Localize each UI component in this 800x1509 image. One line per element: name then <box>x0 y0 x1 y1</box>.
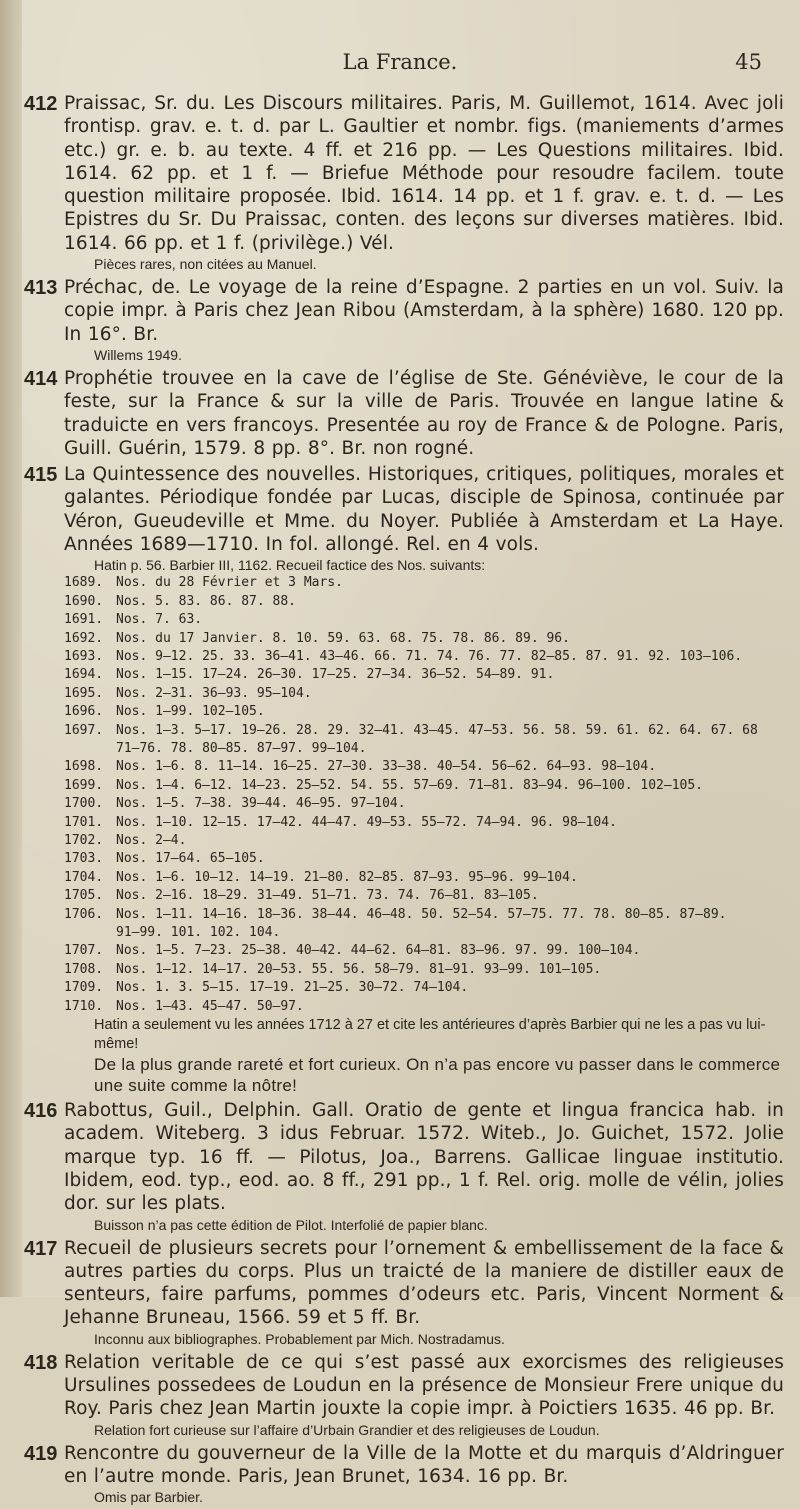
issue-year: 1708. <box>64 961 104 977</box>
entry-number: 419 <box>24 1442 58 1465</box>
issue-row <box>64 758 784 776</box>
entry-416 <box>24 1099 784 1233</box>
issue-row <box>64 979 784 997</box>
issue-numbers: Nos. 2—31. 36—93. 95—104. <box>116 685 312 701</box>
issue-numbers: Nos. du 28 Février et 3 Mars. <box>116 575 343 591</box>
entry-note-rarity: De la plus grande rareté et fort curieux. On n’a pas encore vu passer dans le commerce une suite comme la nôtre! <box>94 1055 781 1096</box>
issue-numbers: 71—76. 78. 80—85. 87—97. 99—104. <box>116 741 367 756</box>
issue-row <box>64 740 784 758</box>
issue-numbers: Nos. 1—12. 14—17. 20—53. 55. 56. 58—79. 81—91. 93—99. 101—105. <box>116 961 602 977</box>
entry-text: Prophétie trouvee en la cave de l’église de Ste. Généviève, le cour de la feste, sur la France & sur la ville de Paris. Trouvée en langue latine & traduicte en vers francoys. Presentée au roy de France & de Pologne. Paris, Guill. Guérin, 1579. 8 pp. 8°. Br. non rogné. <box>64 367 784 459</box>
issue-row <box>64 795 784 813</box>
issue-row <box>64 942 784 960</box>
issue-year: 1694. <box>64 667 104 683</box>
entry-418 <box>24 1351 784 1439</box>
issue-numbers: Nos. 1—11. 14—16. 18—36. 38—44. 46—48. 50. 52—54. 57—75. 77. 78. 80—85. 87—89. <box>116 906 727 922</box>
issue-numbers: Nos. 1—6. 10—12. 14—19. 21—80. 82—85. 87—93. 95—96. 99—104. <box>116 869 578 885</box>
entry-note: Buisson n’a pas cette édition de Pilot. Interfolié de papier blanc. <box>94 1216 488 1233</box>
running-title: La France. <box>342 50 458 74</box>
issue-numbers: Nos. 1—4. 6—12. 14—23. 25—52. 54. 55. 57—69. 71—81. 83—94. 96—100. 102—105. <box>116 777 703 793</box>
entry-number: 414 <box>24 367 58 390</box>
issue-numbers: Nos. 1—5. 7—38. 39—44. 46—95. 97—104. <box>116 796 406 812</box>
entry-text: Rencontre du gouverneur de la Ville de la Motte et du marquis d’Aldringuer en l’autre monde. Paris, Jean Brunet, 1634. 16 pp. Br. <box>64 1442 784 1487</box>
issue-numbers: Nos. 1. 3. 5—15. 17—19. 21—25. 30—72. 74—104. <box>116 980 469 996</box>
issue-row <box>64 685 784 703</box>
issue-row <box>64 887 784 905</box>
page-edge <box>0 0 22 1297</box>
entry-note: Inconnu aux bibliographes. Probablement par Mich. Nostradamus. <box>94 1330 505 1347</box>
issue-row <box>64 850 784 868</box>
issue-numbers: Nos. 17—64. 65—105. <box>116 851 265 867</box>
issue-year: 1701. <box>64 814 104 830</box>
issue-numbers: Nos. 1—99. 102—105. <box>116 704 265 720</box>
entry-intro: Hatin p. 56. Barbier III, 1162. Recueil factice des Nos. suivants: <box>94 557 486 574</box>
issue-year: 1690. <box>64 593 104 609</box>
issue-year: 1695. <box>64 685 104 701</box>
issue-row <box>64 630 784 648</box>
issue-year: 1693. <box>64 648 104 664</box>
issue-year: 1707. <box>64 943 104 959</box>
entry-text: Préchac, de. Le voyage de la reine d’Espagne. 2 parties en un vol. Suiv. la copie impr. à Paris chez Jean Ribou (Amsterdam, à la sphère) 1680. 120 pp. In 16°. Br. <box>64 277 784 345</box>
entry-number: 417 <box>24 1237 58 1260</box>
catalogue-entries <box>24 92 784 1509</box>
issue-numbers: 91—99. 101. 102. 104. <box>116 925 281 941</box>
entry-419 <box>24 1442 784 1507</box>
issue-row <box>64 924 784 942</box>
issue-row <box>64 832 784 850</box>
issue-numbers: Nos. 1—43. 45—47. 50—97. <box>116 998 304 1014</box>
issue-year: 1709. <box>64 980 104 996</box>
issue-year: 1702. <box>64 833 104 849</box>
issue-year: 1699. <box>64 777 104 793</box>
entry-text: Relation veritable de ce qui s’est passé aux exorcismes des religieuses Ursulines possedees de Loudun en la présence de Monsieur Frere unique du Roy. Paris chez Jean Martin jouxte la copie impr. à Poictiers 1635. 46 pp. Br. <box>64 1351 784 1420</box>
issue-year: 1704. <box>64 869 104 885</box>
issue-row <box>64 666 784 684</box>
entry-note: Hatin a seulement vu les années 1712 à 27 et cite les antérieures d’après Barbier qui ne les a pas vu lui-même! <box>94 1017 766 1053</box>
entry-number: 412 <box>24 93 58 115</box>
issue-numbers: Nos. 7. 63. <box>116 612 203 628</box>
entry-text: La Quintessence des nouvelles. Historiques, critiques, politiques, morales et galantes. Périodique fondée par Lucas, disciple de Spinosa, continuée par Véron, Gueudeville et Mme. du Noyer. Publiée à Amsterdam et La Haye. Années 1689—1710. In fol. allongé. Rel. en 4 vols. <box>64 464 784 556</box>
issue-year: 1697. <box>64 722 104 738</box>
issue-numbers: Nos. du 17 Janvier. 8. 10. 59. 63. 68. 75. 78. 86. 89. 96. <box>116 630 570 646</box>
issue-row <box>64 648 784 666</box>
issue-row <box>64 906 784 924</box>
issue-year: 1696. <box>64 704 104 720</box>
issue-row <box>64 869 784 887</box>
issue-row <box>64 998 784 1016</box>
entry-note: Relation fort curieuse sur l’affaire d’Urbain Grandier et des religieuses de Loudun. <box>94 1421 600 1438</box>
entry-note: Omis par Barbier. <box>94 1489 203 1506</box>
issue-numbers: Nos. 1—15. 17—24. 26—30. 17—25. 27—34. 36—52. 54—89. 91. <box>116 667 555 683</box>
issue-year: 1706. <box>64 906 104 922</box>
issue-numbers: Nos. 9—12. 25. 33. 36—41. 43—46. 66. 71. 74. 76. 77. 82—85. 87. 91. 92. 103—106. <box>116 648 743 664</box>
issue-row <box>64 722 784 740</box>
issue-row <box>64 611 784 629</box>
issue-row <box>64 777 784 795</box>
issue-row <box>64 703 784 721</box>
page-number: 45 <box>735 50 762 74</box>
issue-row <box>64 593 784 611</box>
entry-note: Willems 1949. <box>94 346 182 363</box>
entry-text: Rabottus, Guil., Delphin. Gall. Oratio de gente et lingua francica hab. in academ. Witeberg. 3 idus Februar. 1572. Witeb., Jo. Guichet, 1572. Jolie marque typ. 16 ff. — Pilotus, Joa., Barrens. Gallicae linguae institutio. Ibidem, eod. typ., eod. ao. 8 ff., 291 pp., 1 f. Rel. orig. molle de vélin, jolies dor. sur les plats. <box>64 1100 784 1215</box>
issue-numbers: Nos. 1—5. 7—23. 25—38. 40—42. 44—62. 64—81. 83—96. 97. 99. 100—104. <box>116 943 641 959</box>
entry-text: Praissac, Sr. du. Les Discours militaires. Paris, M. Guillemot, 1614. Avec joli frontisp. grav. e. t. d. par L. Gaultier et nombr. figs. (maniements d’armes etc.) gr. e. b. au texte. 4 ff. et 216 pp. — Les Questions militaires. Ibid. 1614. 62 pp. et 1 f. — Briefue Méthode pour resoudre facilem. toute question militaire proposée. Ibid. 1614. 14 pp. et 1 f. grav. e. t. d. — Les Epistres du Sr. Du Praissac, conten. des leçons sur diverses matières. Ibid. 1614. 66 pp. et 1 f. (privilège.) Vél. <box>64 93 784 254</box>
issue-numbers: Nos. 5. 83. 86. 87. 88. <box>116 593 297 609</box>
issue-numbers: Nos. 2—16. 18—29. 31—49. 51—71. 73. 74. 76—81. 83—105. <box>116 888 539 904</box>
issue-year <box>64 740 116 758</box>
issue-list <box>64 574 784 1016</box>
issue-year <box>64 924 116 942</box>
entry-413 <box>24 276 784 364</box>
entry-text: Recueil de plusieurs secrets pour l’ornement & embellissement de la face & autres parties du corps. Plus un traicté de la maniere de distiller eaux de senteurs, faire parfums, pommes d’odeurs etc. Paris, Vincent Norment & Jehanne Bruneau, 1566. 59 et 5 ff. Br. <box>64 1237 784 1329</box>
issue-year: 1700. <box>64 796 104 812</box>
entry-414 <box>24 367 784 460</box>
issue-numbers: Nos. 2—4. <box>116 833 187 849</box>
entry-number: 418 <box>24 1351 58 1374</box>
entry-number: 416 <box>24 1100 58 1123</box>
entry-note: Pièces rares, non citées au Manuel. <box>94 256 317 273</box>
issue-year: 1703. <box>64 851 104 867</box>
issue-year: 1689. <box>64 575 104 591</box>
issue-row <box>64 814 784 832</box>
entry-417 <box>24 1237 784 1348</box>
issue-numbers: Nos. 1—6. 8. 11—14. 16—25. 27—30. 33—38. 40—54. 56—62. 64—93. 98—104. <box>116 759 657 775</box>
issue-row <box>64 574 784 592</box>
issue-numbers: Nos. 1—10. 12—15. 17—42. 44—47. 49—53. 55—72. 74—94. 96. 98—104. <box>116 814 617 830</box>
issue-year: 1698. <box>64 759 104 775</box>
issue-numbers: Nos. 1—3. 5—17. 19—26. 28. 29. 32—41. 43—45. 47—53. 56. 58. 59. 61. 62. 64. 67. 68 <box>116 722 758 738</box>
issue-year: 1692. <box>64 630 104 646</box>
entry-415 <box>24 463 784 1096</box>
issue-year: 1705. <box>64 888 104 904</box>
issue-row <box>64 961 784 979</box>
entry-412 <box>24 92 784 273</box>
issue-year: 1691. <box>64 612 104 628</box>
page-header <box>0 48 800 88</box>
entry-number: 415 <box>24 464 58 487</box>
entry-number: 413 <box>24 277 58 300</box>
issue-year: 1710. <box>64 998 104 1014</box>
